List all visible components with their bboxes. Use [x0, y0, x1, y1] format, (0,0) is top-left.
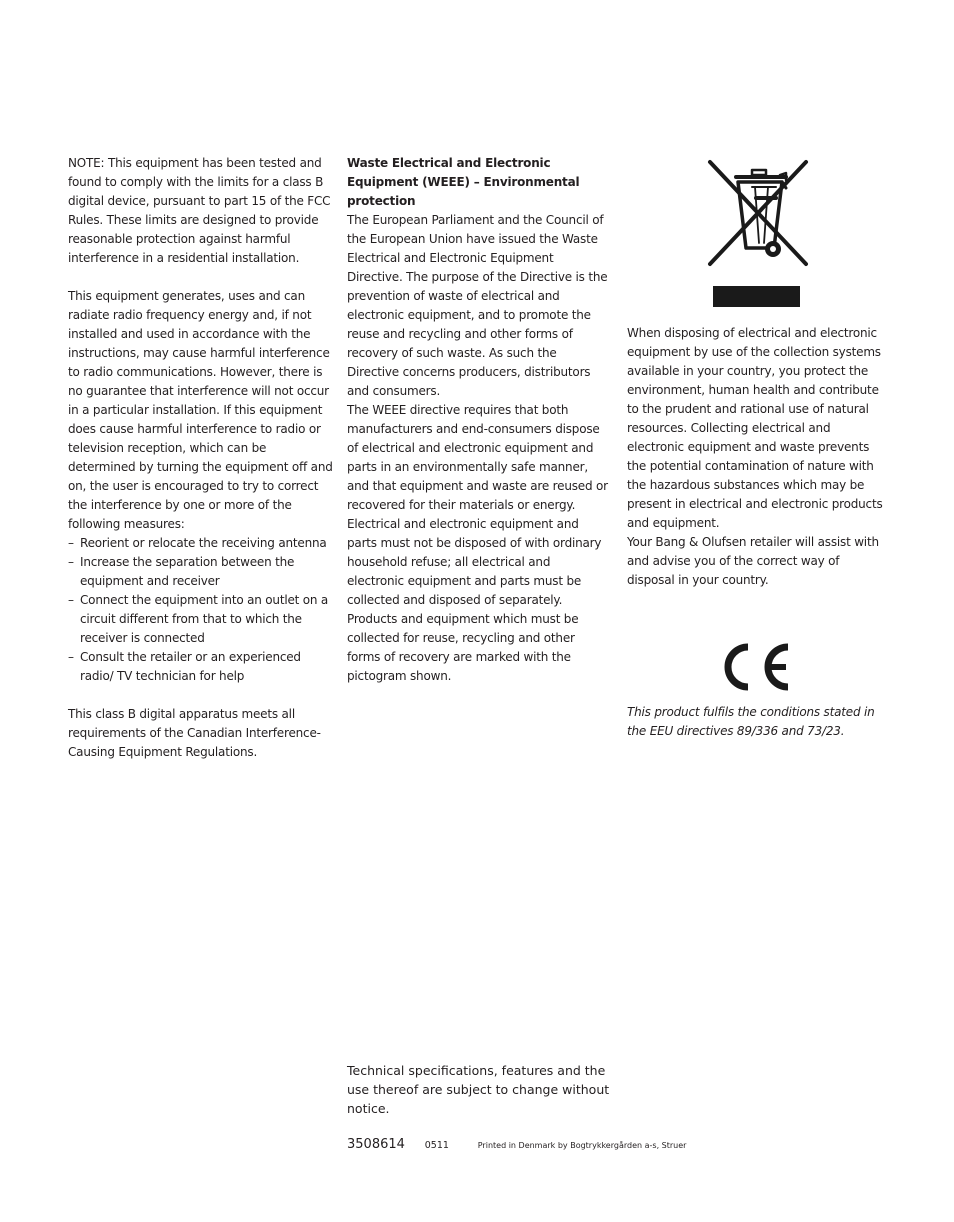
weee-column [347, 154, 609, 686]
print-footer [347, 1137, 686, 1152]
list-item: – Connect the equipment into an outlet on a circuit different from that to which the receiver is connected [68, 591, 334, 648]
date-code: 0511 [424, 1140, 449, 1151]
ce-mark-icon [724, 643, 792, 691]
list-item: – Consult the retailer or an experienced radio/ TV technician for help [68, 648, 334, 686]
fcc-interference-paragraph: This equipment generates, uses and can radiate radio frequency energy and, if not installed and used in accordance with the instructions, may cause harmful interference to radio communications. However, there is no guarantee that interference will not occur in a particular installation. If this equipment does cause harmful interference to radio or television reception, which can be determined by turning the equipment off and on, the user is encouraged to try to correct the interference by one or more of the following measures: [68, 289, 333, 531]
printer-credit: Printed in Denmark by Bogtrykkergården a-s, Struer [477, 1141, 687, 1150]
ce-conformity-text: This product fulfils the conditions stated in the EEU directives 89/336 and 73/23. [627, 705, 875, 738]
weee-paragraph: Electrical and electronic equipment and parts must not be disposed of with ordinary household refuse; all electrical and electronic equipment and parts must be collected and disposed of separately. [347, 517, 602, 607]
fcc-note-paragraph: NOTE: This equipment has been tested and found to comply with the limits for a class B digital device, pursuant to part 15 of the FCC Rules. These limits are designed to provide reasonable protection against harmful interference in a residential installation. [68, 156, 331, 265]
retailer-paragraph: Your Bang & Olufsen retailer will assist with and advise you of the correct way of disposal in your country. [627, 535, 879, 587]
disposal-paragraph: When disposing of electrical and electronic equipment by use of the collection systems available in your country, you protect the environment, human health and contribute to the prudent and rational use of natural resources. Collecting electrical and electronic equipment and waste prevents the potential contamination of nature with the hazardous substances which may be present in electrical and electronic products and equipment. [627, 326, 883, 530]
measures-list [68, 534, 334, 686]
list-item: – Reorient or relocate the receiving antenna [68, 534, 334, 553]
weee-heading: Waste Electrical and Electronic Equipment (WEEE) – Environmental protection [347, 156, 580, 208]
weee-paragraph: The European Parliament and the Council of the European Union have issued the Waste Electrical and Electronic Equipment Directive. The purpose of the Directive is the prevention of waste of electrical and electronic equipment, and to promote the reuse and recycling and other forms of recovery of such waste. As such the Directive concerns producers, distributors and consumers. [347, 213, 608, 398]
part-number: 3508614 [347, 1137, 405, 1152]
fcc-notice-column [68, 154, 334, 762]
weee-paragraph: The WEEE directive requires that both manufacturers and end-consumers dispose of electrical and electronic equipment and parts in an environmentally safe manner, and that equipment and waste are reused or recovered for their materials or energy. [347, 403, 608, 512]
spacer [68, 268, 334, 287]
weee-bar [713, 286, 800, 307]
specification-notice: Technical specifications, features and the use thereof are subject to change without notice. [347, 1063, 610, 1116]
spacer [68, 686, 334, 705]
disposal-column [627, 324, 889, 590]
weee-paragraph: Products and equipment which must be collected for reuse, recycling and other forms of recovery are marked with the pictogram shown. [347, 612, 579, 683]
list-item: – Increase the separation between the equipment and receiver [68, 553, 334, 591]
crossed-out-wheelie-bin-icon [706, 158, 810, 272]
canadian-regulations-paragraph: This class B digital apparatus meets all requirements of the Canadian Interference-Causing Equipment Regulations. [68, 707, 321, 759]
